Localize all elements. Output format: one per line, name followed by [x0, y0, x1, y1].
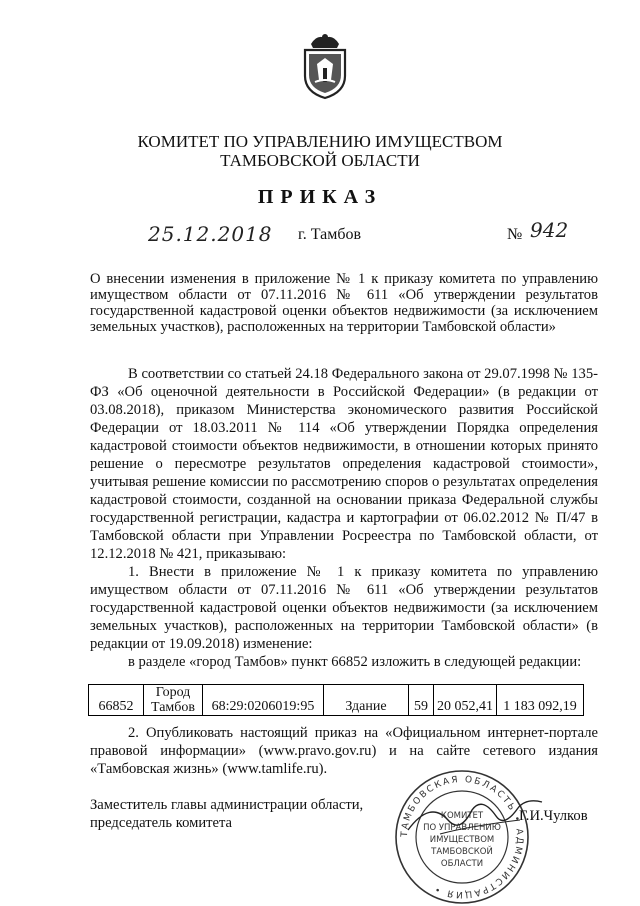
table-cell-value: 1 183 092,19	[497, 685, 584, 716]
table-row	[89, 685, 584, 716]
table-cell-num: 66852	[89, 685, 144, 716]
stamp-ring-text: ТАМБОВСКАЯ ОБЛАСТЬ • АДМИНИСТРАЦИЯ •	[399, 774, 525, 900]
preamble-paragraph: В соответствии со статьей 24.18 Федерального закона от 29.07.1998 № 135-ФЗ «Об оценочной деятельности в Российской Федерации» (в редакции от 03.08.2018), приказом Министерства экономического развития Российской Федерации от 18.03.2011 № 114 «Об утверждении Порядка определения кадастровой стоимости объектов недвижимости, в отношении которых принято решение о пересмотре результатов определения кадастровой стоимости», учитывая решение комиссии по рассмотрению споров о результатах определения кадастровой стоимости, созданной на основании приказа Федеральной службы государственной регистрации, кадастра и картографии от 06.02.2012 № П/47 в Тамбовской области при Управлении Росреестра по Тамбовской области, от 12.12.2018 № 421, приказываю:	[90, 366, 598, 562]
stamp-line1: КОМИТЕТ	[440, 811, 484, 821]
item-2-paragraph: 2. Опубликовать настоящий приказ на «Официальном интернет-портале правовой информации» (www.pravo.gov.ru) и на сайте сетевого издания «Тамбовская жизнь» (www.tamlife.ru).	[90, 725, 598, 777]
signatory-position-line1: Заместитель главы администрации области,	[90, 797, 364, 813]
signatory-position-line2: председатель комитета	[90, 815, 233, 831]
document-type-title: ПРИКАЗ	[257, 186, 383, 208]
stamp-line4: ТАМБОВСКОЙ	[431, 847, 493, 857]
signatory-position	[90, 796, 363, 832]
signatory-name: Г.И.Чулков	[519, 808, 588, 824]
table-cell-type: Здание	[324, 685, 409, 716]
stamp-line5: ОБЛАСТИ	[440, 859, 484, 869]
order-number: 942	[530, 218, 569, 242]
org-name-line1: КОМИТЕТ ПО УПРАВЛЕНИЮ ИМУЩЕСТВОМ	[137, 132, 503, 151]
table-cell-count: 59	[409, 685, 434, 716]
table-cell-city-line1: Город	[155, 685, 191, 700]
order-subject: О внесении изменения в приложение № 1 к приказу комитета по управлению имуществом области от 07.11.2016 № 611 «Об утверждении результатов государственной кадастровой оценки объектов недвижимости (за исключением земельных участков), расположенных на территории Тамбовской области»	[90, 271, 598, 335]
stamp-line2: ПО УПРАВЛЕНИЮ	[423, 823, 501, 833]
table-cell-rate: 20 052,41	[434, 685, 497, 716]
order-date: 25.12.2018	[148, 222, 273, 246]
item-1-paragraph: 1. Внести в приложение № 1 к приказу комитета по управлению имуществом области от 07.11.2016 № 611 «Об утверждении результатов государственной кадастровой оценки объектов недвижимости (за исключением земельных участков), расположенных на территории Тамбовской области» (в редакции от 19.09.2018) изменение:	[90, 564, 598, 652]
table-cell-city-line2: Тамбов	[150, 700, 195, 715]
order-city: г. Тамбов	[298, 226, 362, 243]
org-name-line2: ТАМБОВСКОЙ ОБЛАСТИ	[220, 151, 420, 170]
order-number-label: №	[507, 226, 523, 243]
item-1-subparagraph: в разделе «город Тамбов» пункт 66852 изложить в следующей редакции:	[128, 654, 582, 670]
table-cell-city	[144, 685, 203, 716]
order-body	[90, 365, 598, 671]
stamp-line3: ИМУЩЕСТВОМ	[429, 835, 495, 845]
coat-of-arms-icon	[297, 28, 353, 100]
table-cell-cadastral: 68:29:0206019:95	[203, 685, 324, 716]
amendment-table	[88, 684, 584, 716]
